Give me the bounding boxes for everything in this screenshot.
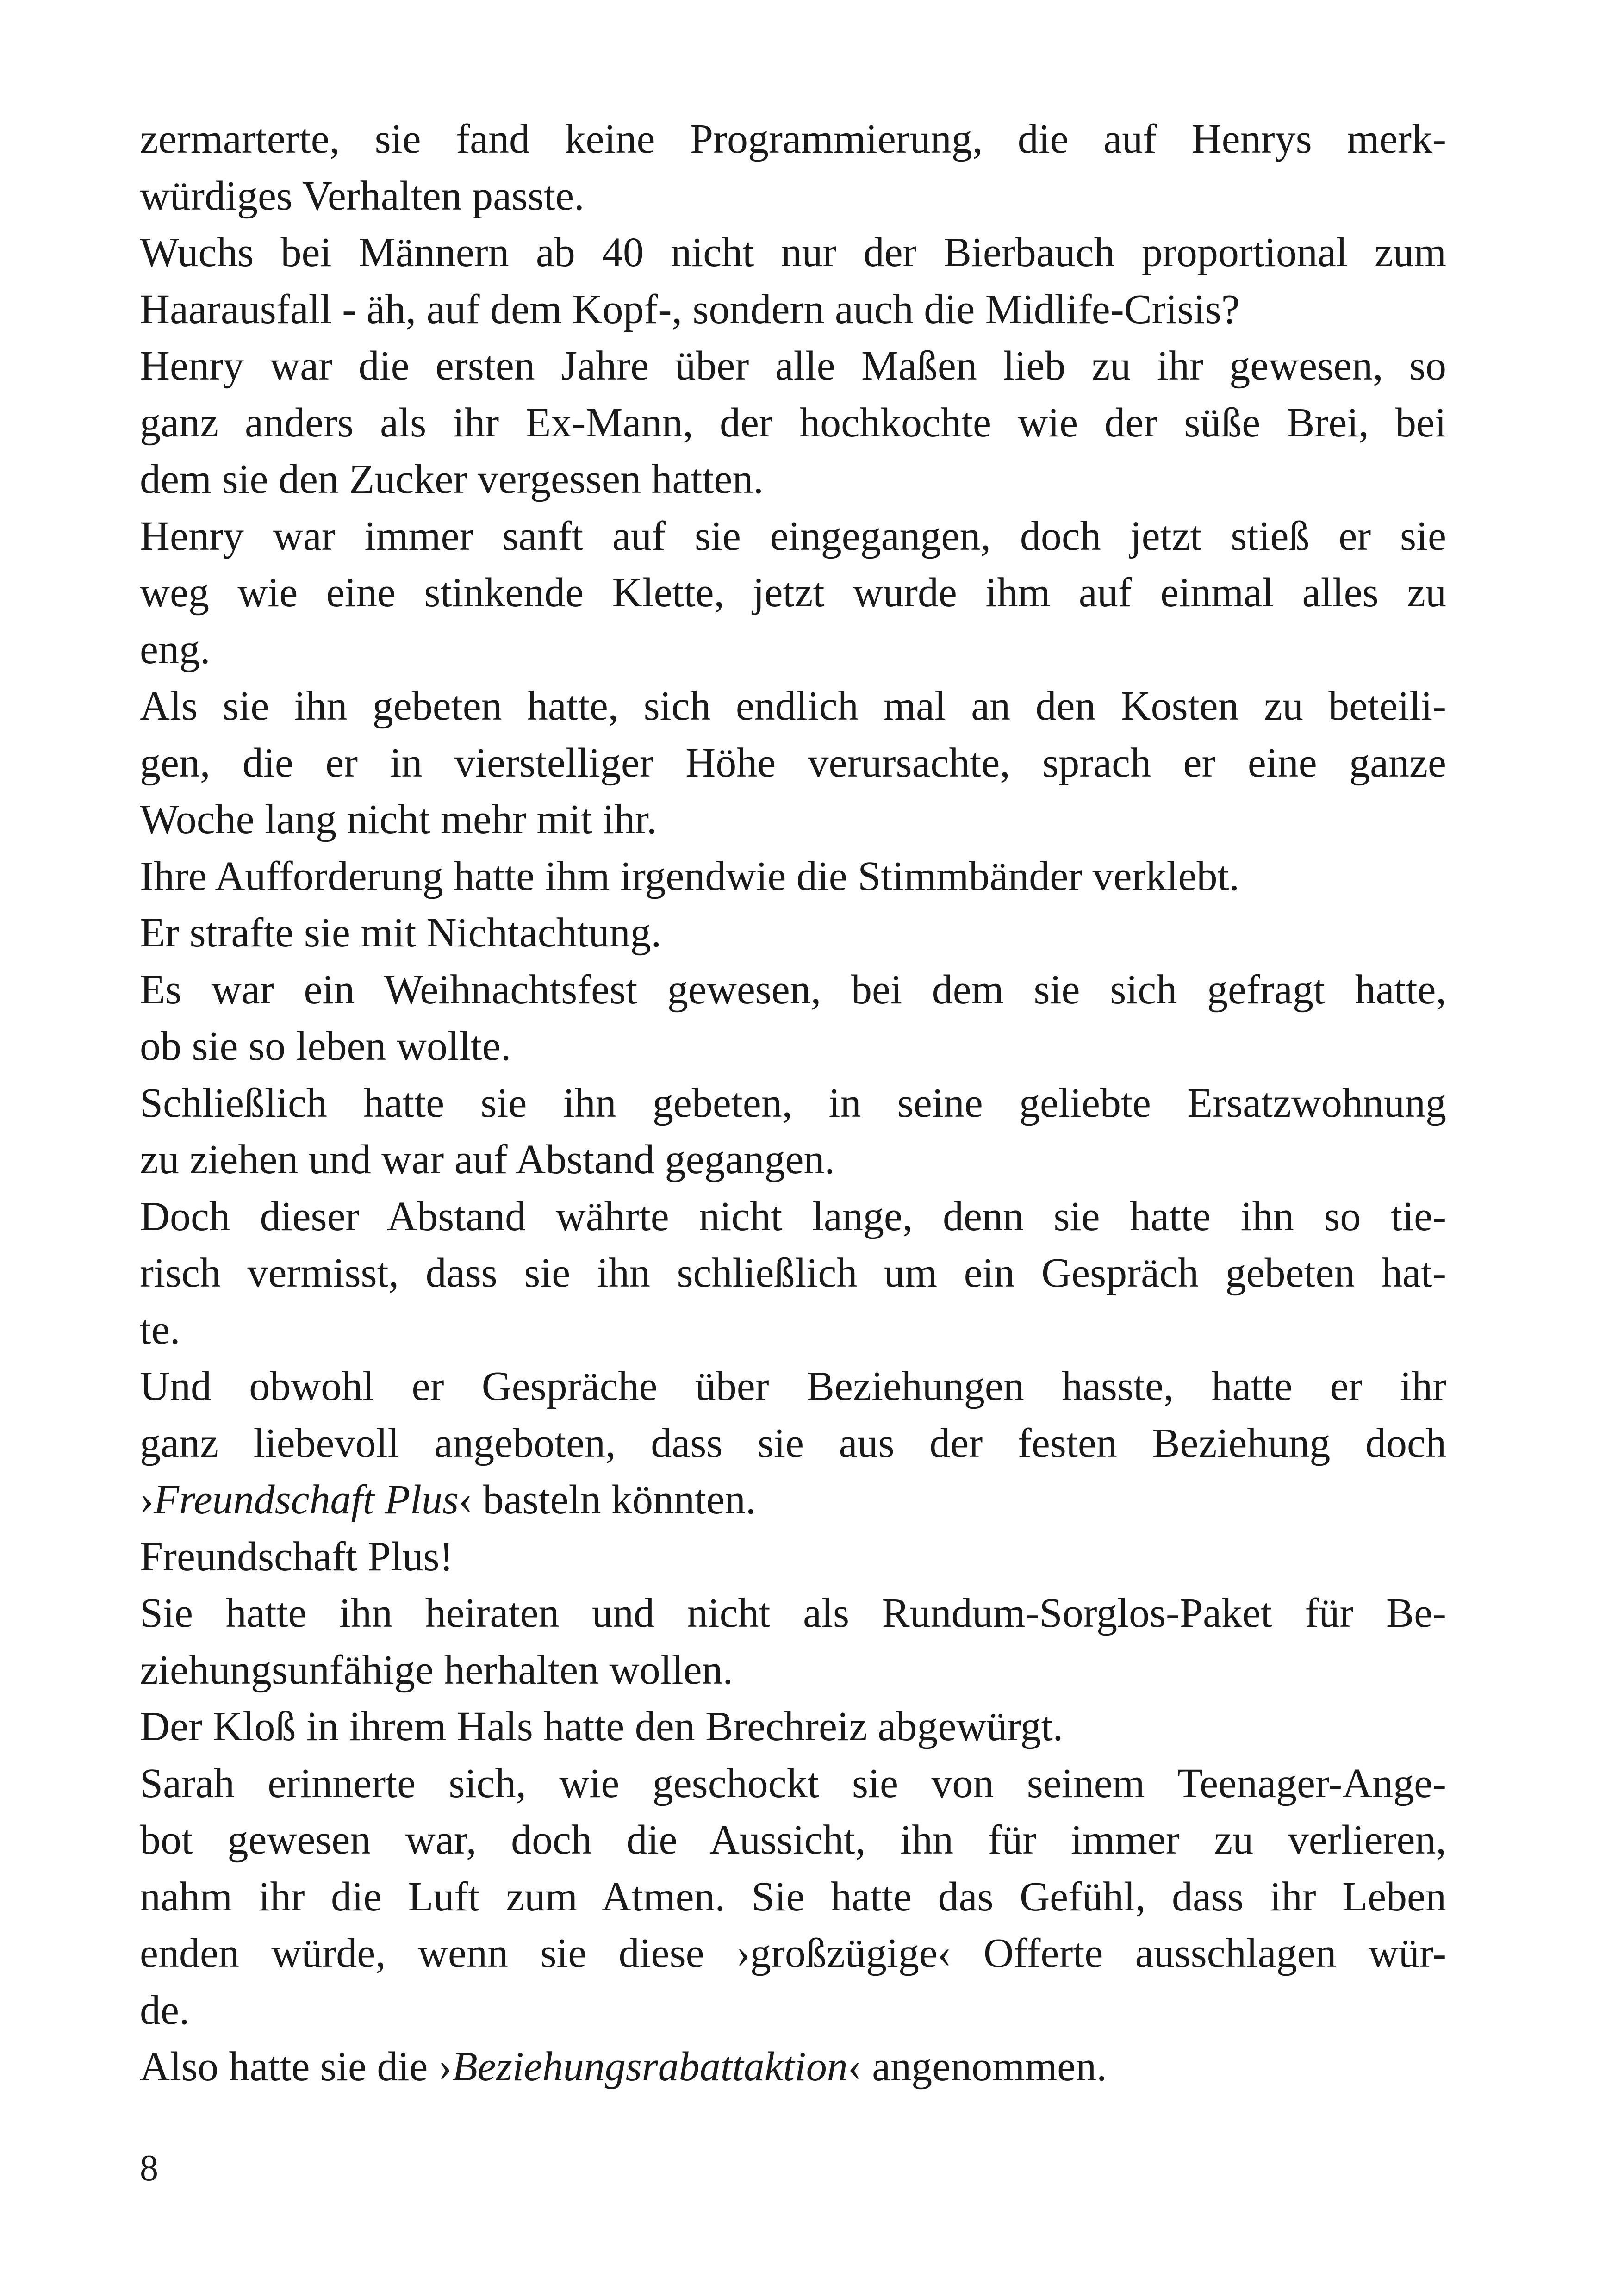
text-line: zermarterte, sie fand keine Programmierung, die auf Henrys merk-	[140, 116, 1446, 162]
text-line: eng.	[140, 626, 211, 672]
text-line	[140, 1472, 1446, 1529]
text-line: Freundschaft Plus!	[140, 1533, 454, 1580]
text-line: ganz liebevoll angeboten, dass sie aus der festen Beziehung doch	[140, 1420, 1446, 1466]
text-line: Doch dieser Abstand währte nicht lange, denn sie hatte ihn so tie-	[140, 1193, 1446, 1239]
body-text	[140, 111, 1446, 2096]
text-line: enden würde, wenn sie diese ›großzügige‹ Offerte ausschlagen wür-	[140, 1930, 1446, 1976]
text-line: Henry war immer sanft auf sie eingegangen, doch jetzt stieß er sie	[140, 513, 1446, 559]
text-line	[140, 2039, 1446, 2096]
text-segment: ‹ basteln könnten.	[459, 1477, 756, 1523]
text-line: te.	[140, 1307, 180, 1353]
page-number: 8	[140, 2148, 158, 2189]
text-line: Sie hatte ihn heiraten und nicht als Rundum-Sorglos-Paket für Be-	[140, 1590, 1446, 1636]
text-line: Als sie ihn gebeten hatte, sich endlich mal an den Kosten zu beteili-	[140, 683, 1446, 729]
text-line: Wuchs bei Männern ab 40 nicht nur der Bierbauch proportional zum	[140, 230, 1446, 275]
text-line: Woche lang nicht mehr mit ihr.	[140, 796, 657, 842]
text-line: ziehungsunfähige herhalten wollen.	[140, 1647, 734, 1693]
italic-emphasis: Beziehungsrabattaktion	[452, 2044, 848, 2090]
text-line: de.	[140, 1987, 190, 2033]
text-line: bot gewesen war, doch die Aussicht, ihn für immer zu verlieren,	[140, 1817, 1446, 1863]
text-line: Er strafte sie mit Nichtachtung.	[140, 910, 662, 956]
text-line: gen, die er in vierstelliger Höhe verursachte, sprach er eine ganze	[140, 740, 1446, 786]
text-segment: ›	[140, 1477, 154, 1523]
text-line: Ihre Aufforderung hatte ihm irgendwie die Stimmbänder verklebt.	[140, 853, 1240, 899]
text-line: Haarausfall - äh, auf dem Kopf-, sondern auch die Midlife-Crisis?	[140, 286, 1240, 332]
text-line: weg wie eine stinkende Klette, jetzt wurde ihm auf einmal alles zu	[140, 570, 1446, 616]
text-line: nahm ihr die Luft zum Atmen. Sie hatte das Gefühl, dass ihr Leben	[140, 1873, 1446, 1920]
text-segment: ‹ angenommen.	[847, 2044, 1107, 2090]
text-line: zu ziehen und war auf Abstand gegangen.	[140, 1137, 835, 1182]
italic-emphasis: Freundschaft Plus	[153, 1477, 459, 1523]
text-line: Henry war die ersten Jahre über alle Maßen lieb zu ihr gewesen, so	[140, 343, 1446, 389]
text-line: Es war ein Weihnachtsfest gewesen, bei dem sie sich gefragt hatte,	[140, 966, 1446, 1013]
text-line: Und obwohl er Gespräche über Beziehungen hasste, hatte er ihr	[140, 1363, 1446, 1409]
text-line: risch vermisst, dass sie ihn schließlich um ein Gespräch gebeten hat-	[140, 1250, 1446, 1296]
text-segment: Also hatte sie die ›	[140, 2044, 452, 2090]
text-line: Der Kloß in ihrem Hals hatte den Brechreiz abgewürgt.	[140, 1704, 1064, 1749]
text-line: ob sie so leben wollte.	[140, 1023, 511, 1069]
text-line: ganz anders als ihr Ex-Mann, der hochkochte wie der süße Brei, bei	[140, 399, 1446, 446]
text-line: würdiges Verhalten passte.	[140, 173, 585, 219]
text-line: dem sie den Zucker vergessen hatten.	[140, 456, 764, 502]
text-line: Schließlich hatte sie ihn gebeten, in seine geliebte Ersatzwohnung	[140, 1080, 1446, 1126]
text-line: Sarah erinnerte sich, wie geschockt sie von seinem Teenager-Ange-	[140, 1760, 1446, 1806]
